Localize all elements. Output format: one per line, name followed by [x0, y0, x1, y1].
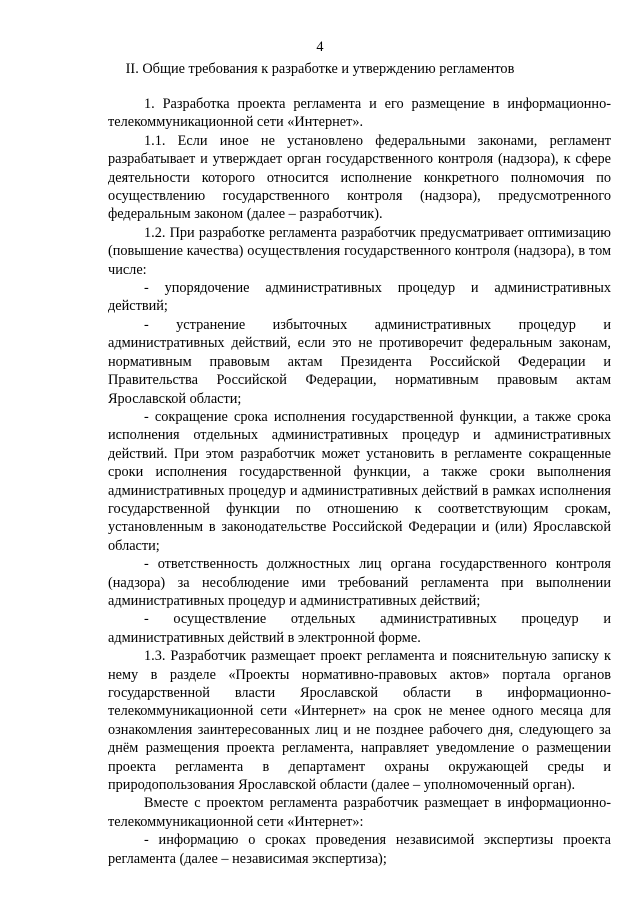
page-number: 4: [316, 39, 324, 55]
paragraph-together: Вместе с проектом регламента разработчик размещает в информационно-телекоммуникационной сети «Интернет»:: [108, 795, 611, 830]
list-item: - сокращение срока исполнения государственной функции, а также срока исполнения отдельных административных процедур и административных действий. При этом разработчик может установить в регламенте сокращенные сроки исполнения государственной функции, а также сроки выполнения административных процедур и административных действий в рамках исполнения государственной функции по отношению к соответствующим срокам, установленным в законодательстве Российской Федерации и (или) Ярославской области;: [108, 408, 611, 554]
list-item: - упорядочение административных процедур и административных действий;: [108, 280, 611, 315]
section-heading: II. Общие требования к разработке и утверждению регламентов: [125, 61, 515, 77]
document-body: [108, 95, 611, 868]
paragraph-1-1: 1.1. Если иное не установлено федеральными законами, регламент разрабатывает и утверждает орган государственного контроля (надзора), к сфере деятельности которого относится исполнение конкретного полномочия по осуществлению государственного контроля (надзора), предусмотренного федеральным законом (далее – разработчик).: [108, 132, 611, 223]
paragraph-1: 1. Разработка проекта регламента и его размещение в информационно-телекоммуникационной сети «Интернет».: [108, 96, 611, 131]
list-item: - ответственность должностных лиц органа государственного контроля (надзора) за несоблюдение ими требований регламента при выполнении административных процедур и административных действий;: [108, 556, 611, 609]
list-item: - осуществление отдельных административных процедур и административных действий в электронной форме.: [108, 611, 611, 646]
paragraph-1-2: 1.2. При разработке регламента разработчик предусматривает оптимизацию (повышение качества) осуществления государственного контроля (надзора), в том числе:: [108, 224, 611, 278]
list-item: - устранение избыточных административных процедур и административных действий, если это не противоречит федеральным законам, нормативным правовым актам Президента Российской Федерации и Правительства Российской Федерации, нормативным правовым актам Ярославской области;: [108, 316, 611, 407]
list-item: - информацию о сроках проведения независимой экспертизы проекта регламента (далее – независимая экспертиза);: [108, 832, 611, 867]
paragraph-1-3: 1.3. Разработчик размещает проект регламента и пояснительную записку к нему в разделе «Проекты нормативно-правовых актов» портала органов государственной власти Ярославской области в информационно-телекоммуникационной сети «Интернет» на срок не менее одного месяца для ознакомления заинтересованных лиц и не позднее рабочего дня, следующего за днём размещения проекта регламента, направляет уведомление о размещении проекта регламента в департамент охраны окружающей среды и природопользования Ярославской области (далее – уполномоченный орган).: [108, 648, 611, 794]
